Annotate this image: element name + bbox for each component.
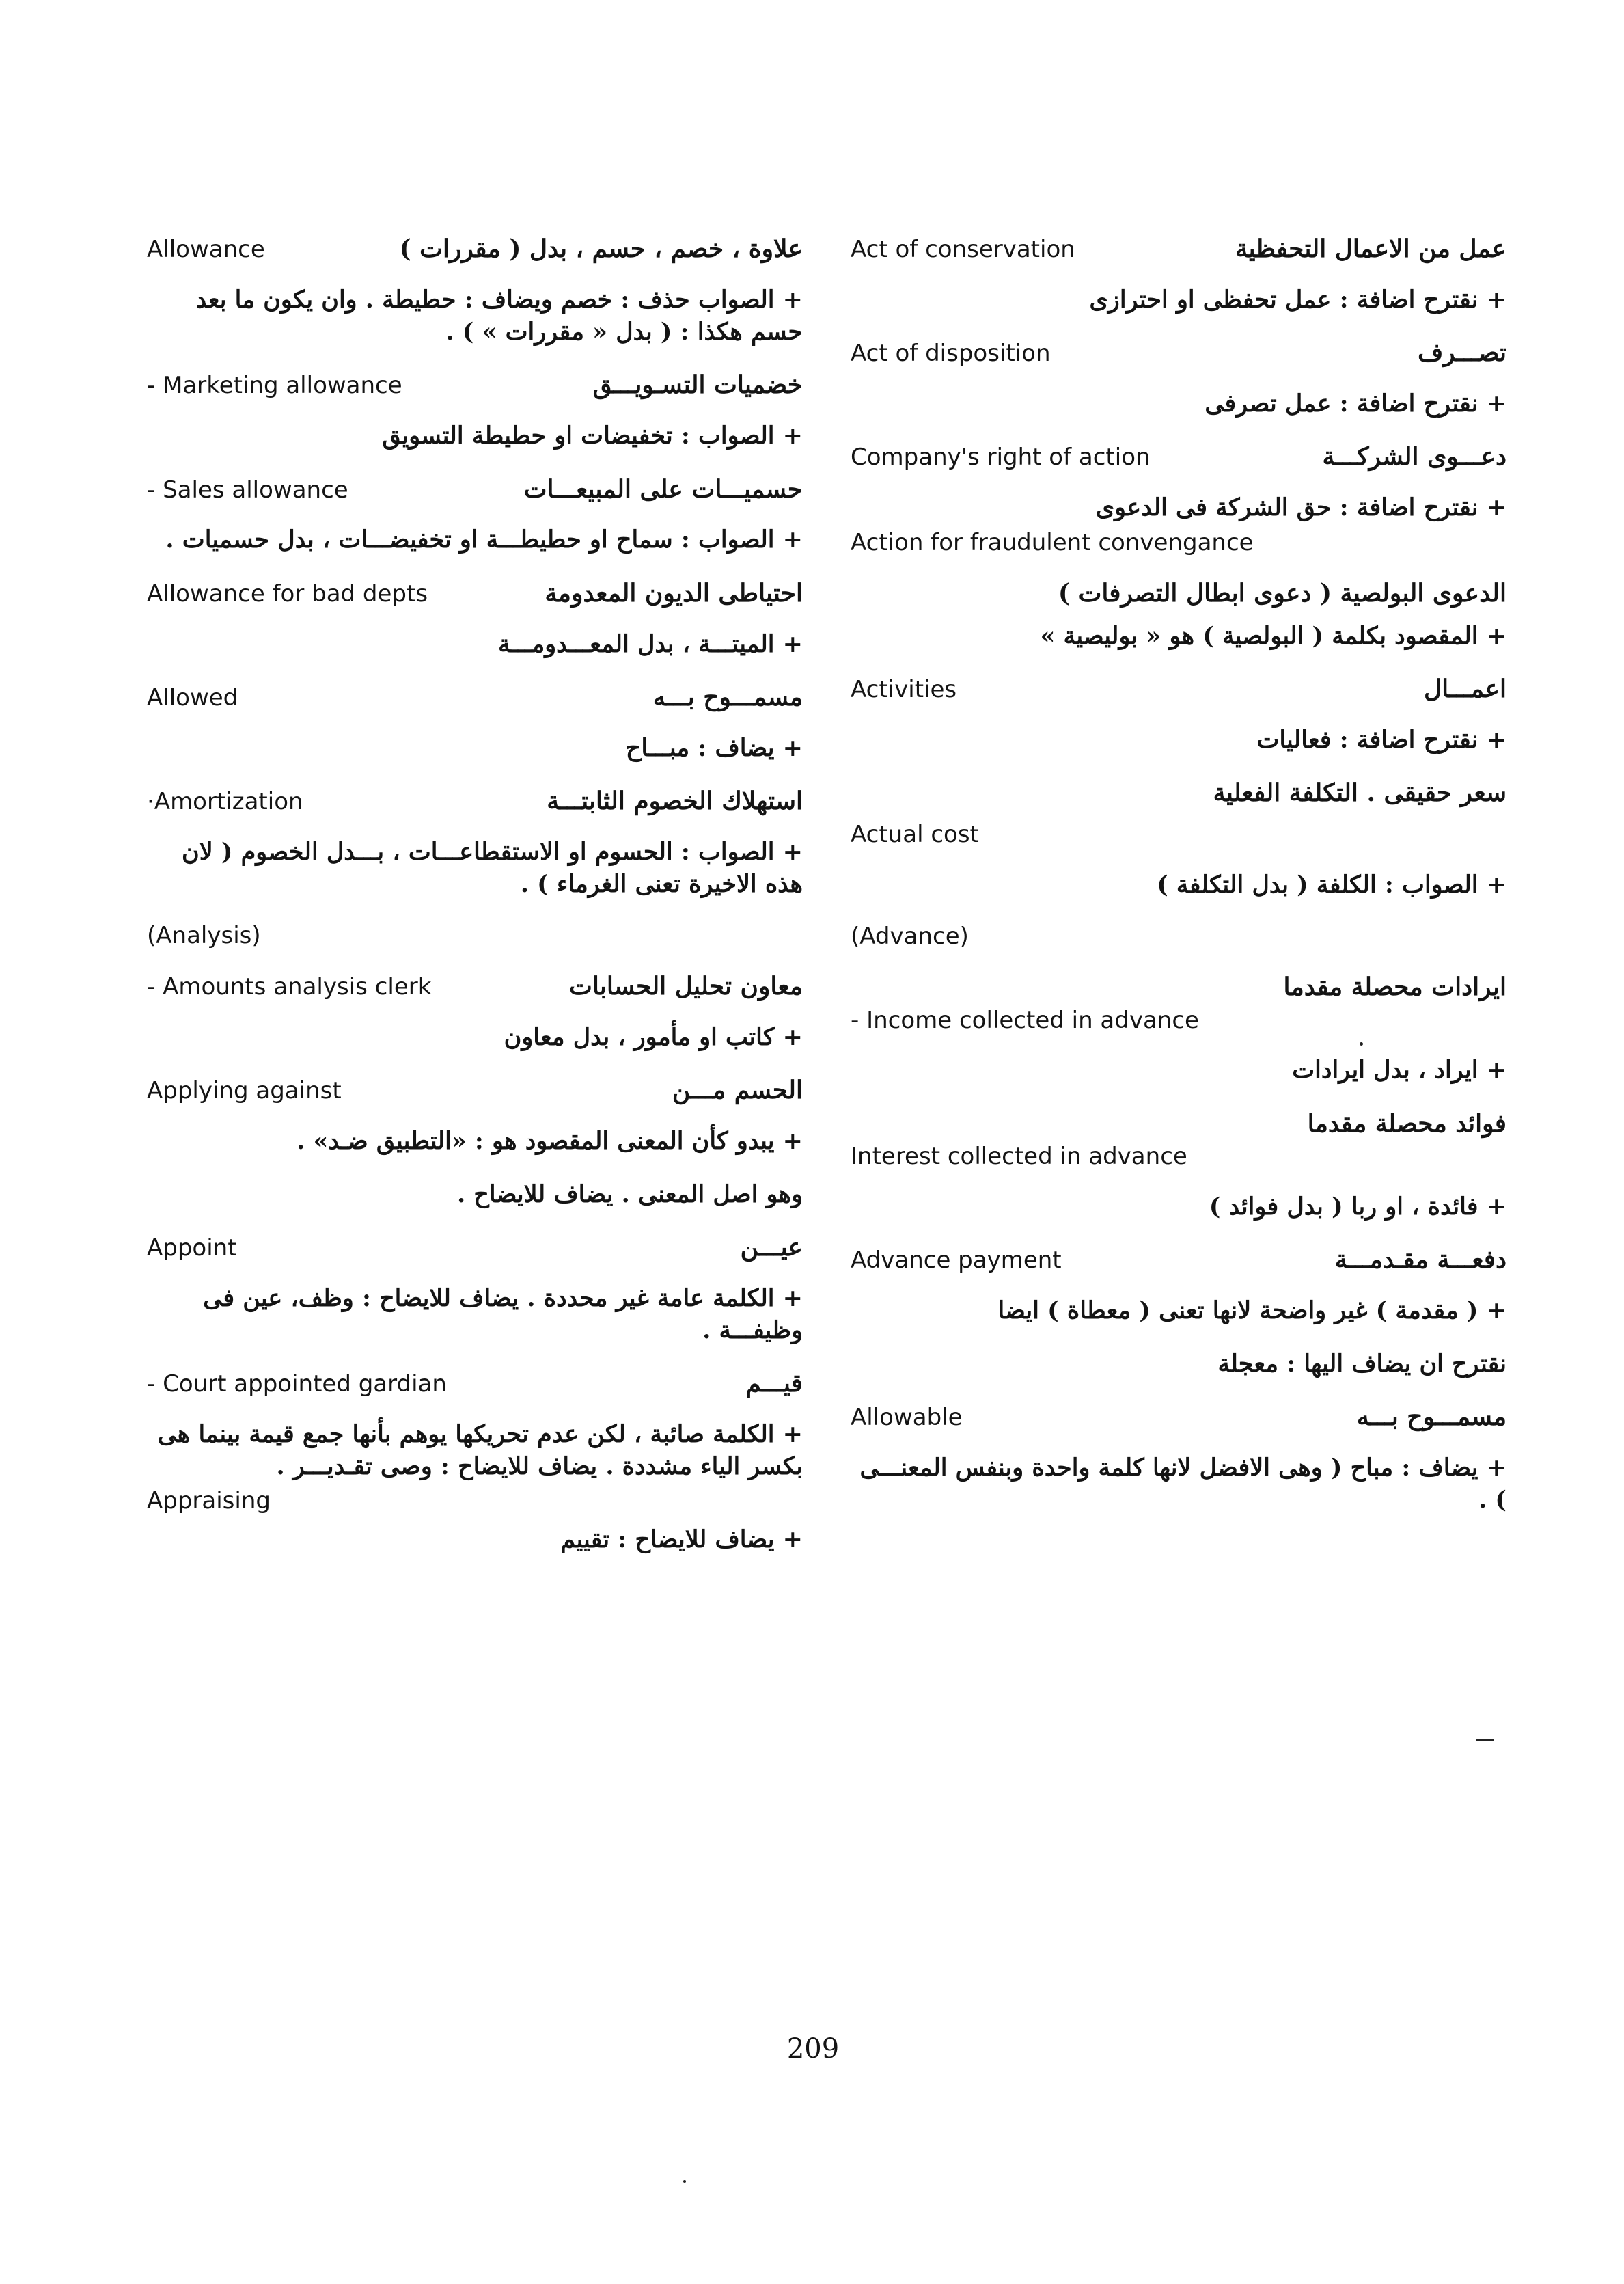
term-en: - Marketing allowance bbox=[147, 372, 402, 400]
entry-fraudulent-en: Action for fraudulent convengance bbox=[851, 529, 1254, 557]
term-en: Appoint bbox=[147, 1234, 237, 1262]
term-en: - Sales allowance bbox=[147, 476, 348, 504]
term-ar: استهلاك الخصوم الثابتـــة bbox=[547, 786, 803, 815]
correction-note: + نقترح اضافة : فعاليات bbox=[1256, 726, 1506, 754]
left-column bbox=[147, 232, 803, 2023]
term-ar: مسمـــوح بـــه bbox=[1356, 1402, 1506, 1431]
entry-interest-collected-ar: فوائد محصلة مقدما bbox=[1307, 1109, 1506, 1138]
term-ar: قيـــم bbox=[745, 1369, 803, 1398]
term-en: Allowed bbox=[147, 683, 238, 711]
entry-appoint bbox=[147, 1231, 803, 1264]
entry-fraudulent-ar: الدعوى البولصية ( دعوى ابطال التصرفات ) bbox=[1058, 579, 1506, 608]
correction-note: + الميتـــة ، بدل المعـــدومـــة bbox=[498, 629, 803, 658]
term-ar: عمل من الاعمال التحفظية bbox=[1235, 234, 1506, 263]
term-en: Applying against bbox=[147, 1077, 342, 1105]
entry-act-conservation bbox=[851, 232, 1506, 266]
term-en: - Court appointed gardian bbox=[147, 1370, 447, 1398]
term-en: Act of disposition bbox=[851, 340, 1051, 368]
correction-note: + يضاف : مبـــاح bbox=[625, 733, 803, 762]
entry-act-disposition bbox=[851, 336, 1506, 370]
entry-company-right bbox=[851, 440, 1506, 474]
entry-allowance bbox=[147, 232, 803, 266]
entry-interest-collected-en: Interest collected in advance bbox=[851, 1143, 1187, 1171]
entry-appraising: Appraising bbox=[147, 1486, 271, 1514]
scan-speck bbox=[1360, 1042, 1363, 1046]
section-heading-advance: (Advance) bbox=[851, 923, 969, 951]
correction-note: + الصواب : تخفيضات او حطيطة التسويق bbox=[382, 422, 803, 450]
term-ar: معاون تحليل الحسابات bbox=[569, 972, 803, 1001]
correction-note: + الكلمة صائبة ، لكن عدم تحريكها يوهم بأنها جمع قيمة بينما هى بكسر الياء مشددة . يضاف للايضاح : وصى تقـديـــر . bbox=[157, 1420, 803, 1481]
term-ar: عيـــن bbox=[740, 1232, 803, 1262]
term-ar: تصـــرف bbox=[1417, 338, 1506, 368]
term-ar: دعـــوى الشركـــة bbox=[1322, 442, 1506, 472]
correction-note: + الصواب : الكلفة ( بدل التكلفة ) bbox=[1157, 870, 1506, 899]
scan-mark bbox=[1476, 1739, 1494, 1741]
correction-note: + ( مقدمة ) غير واضحة لانها تعنى ( معطاة ) ايضا bbox=[997, 1296, 1506, 1325]
term-en: Advance payment bbox=[851, 1247, 1062, 1275]
term-en: Allowable bbox=[851, 1403, 963, 1431]
term-en: Act of conservation bbox=[851, 236, 1075, 263]
scan-speck bbox=[683, 2180, 686, 2183]
section-heading-analysis: (Analysis) bbox=[147, 922, 261, 950]
term-ar: احتياطى الديون المعدومة bbox=[545, 578, 803, 608]
term-ar: دفعـــة مقـدمـــة bbox=[1334, 1245, 1506, 1275]
term-en: ·Amortization bbox=[147, 787, 303, 815]
correction-note: + المقصود بكلمة ( البولصية ) هو « بوليصية » bbox=[1040, 621, 1506, 650]
correction-note: + ايراد ، بدل ايرادات bbox=[1292, 1056, 1506, 1085]
entry-applying-against bbox=[147, 1074, 803, 1107]
term-en: - Amounts analysis clerk bbox=[147, 973, 432, 1001]
correction-note-continued: وهو اصل المعنى . يضاف للايضاح . bbox=[456, 1180, 803, 1208]
entry-activities bbox=[851, 672, 1506, 706]
entry-income-collected-en: - Income collected in advance bbox=[851, 1006, 1199, 1034]
page-number: 209 bbox=[786, 2033, 840, 2065]
correction-note: + يضاف للايضاح : تقييم bbox=[560, 1525, 803, 1554]
correction-note: + نقترح اضافة : عمل تحفظى او احترازى bbox=[1089, 285, 1506, 314]
entry-allowed bbox=[147, 681, 803, 714]
entry-court-guardian bbox=[147, 1367, 803, 1400]
correction-note: + كاتب او مأمور ، بدل معاون bbox=[504, 1023, 803, 1052]
term-ar: علاوة ، خصم ، حسم ، بدل ( مقررات ) bbox=[399, 234, 803, 263]
right-column bbox=[851, 232, 1506, 2023]
correction-note: + الصواب حذف : خصم ويضاف : حطيطة . وان يكون ما بعد حسم هكذا : ( بدل « مقررات » ) . bbox=[195, 285, 803, 346]
correction-note: + فائدة ، او ربا ( بدل فوائد ) bbox=[1209, 1193, 1506, 1221]
correction-note: + الصواب : سماح او حطيطـــة او تخفيضـــات ، بدل حسميات . bbox=[165, 526, 803, 554]
term-ar: حسميـــات على المبيعـــات bbox=[523, 474, 803, 504]
entry-allowance-bad-debts bbox=[147, 577, 803, 610]
entry-amounts-analysis bbox=[147, 970, 803, 1003]
entry-amortization bbox=[147, 785, 803, 818]
correction-note: + الصواب : الحسوم او الاستقطاعـــات ، بـــدل الخصوم ( لان هذه الاخيرة تعنى الغرماء ) . bbox=[182, 837, 803, 899]
entry-allowable bbox=[851, 1400, 1506, 1434]
term-ar: مسمـــوح بـــه bbox=[652, 682, 803, 711]
term-ar: الحسم مـــن bbox=[672, 1076, 803, 1105]
entry-advance-payment bbox=[851, 1243, 1506, 1277]
entry-marketing-allowance bbox=[147, 368, 803, 402]
term-ar: اعمـــال bbox=[1423, 675, 1506, 704]
correction-note: + نقترح اضافة : حق الشركة فى الدعوى bbox=[1095, 493, 1506, 522]
correction-note: + يضاف : مباح ( وهى الافضل لانها كلمة واحدة وبنفس المعنـــى ) . bbox=[859, 1453, 1506, 1514]
term-en: Allowance bbox=[147, 236, 265, 263]
entry-actual-cost-ar: سعر حقيقى . التكلفة الفعلية bbox=[1213, 778, 1506, 808]
term-en: Allowance for bad depts bbox=[147, 580, 428, 608]
correction-note: + نقترح اضافة : عمل تصرفى bbox=[1205, 390, 1506, 418]
correction-note: + الكلمة عامة غير محددة . يضاف للايضاح : وظف، عين فى وظيفـــة . bbox=[203, 1283, 803, 1344]
entry-sales-allowance bbox=[147, 473, 803, 506]
term-en: Activities bbox=[851, 676, 957, 704]
term-ar: خضميات التسـويـــق bbox=[592, 370, 803, 400]
correction-note: + يبدو كأن المعنى المقصود هو : «التطبيق ضـد» . bbox=[297, 1127, 803, 1156]
entry-actual-cost-en: Actual cost bbox=[851, 820, 979, 848]
entry-income-collected-ar: ايرادات محصلة مقدما bbox=[1283, 972, 1506, 1001]
correction-note-continued: نقترح ان يضاف اليها : معجلة bbox=[1217, 1349, 1506, 1378]
term-en: Company's right of action bbox=[851, 444, 1151, 472]
